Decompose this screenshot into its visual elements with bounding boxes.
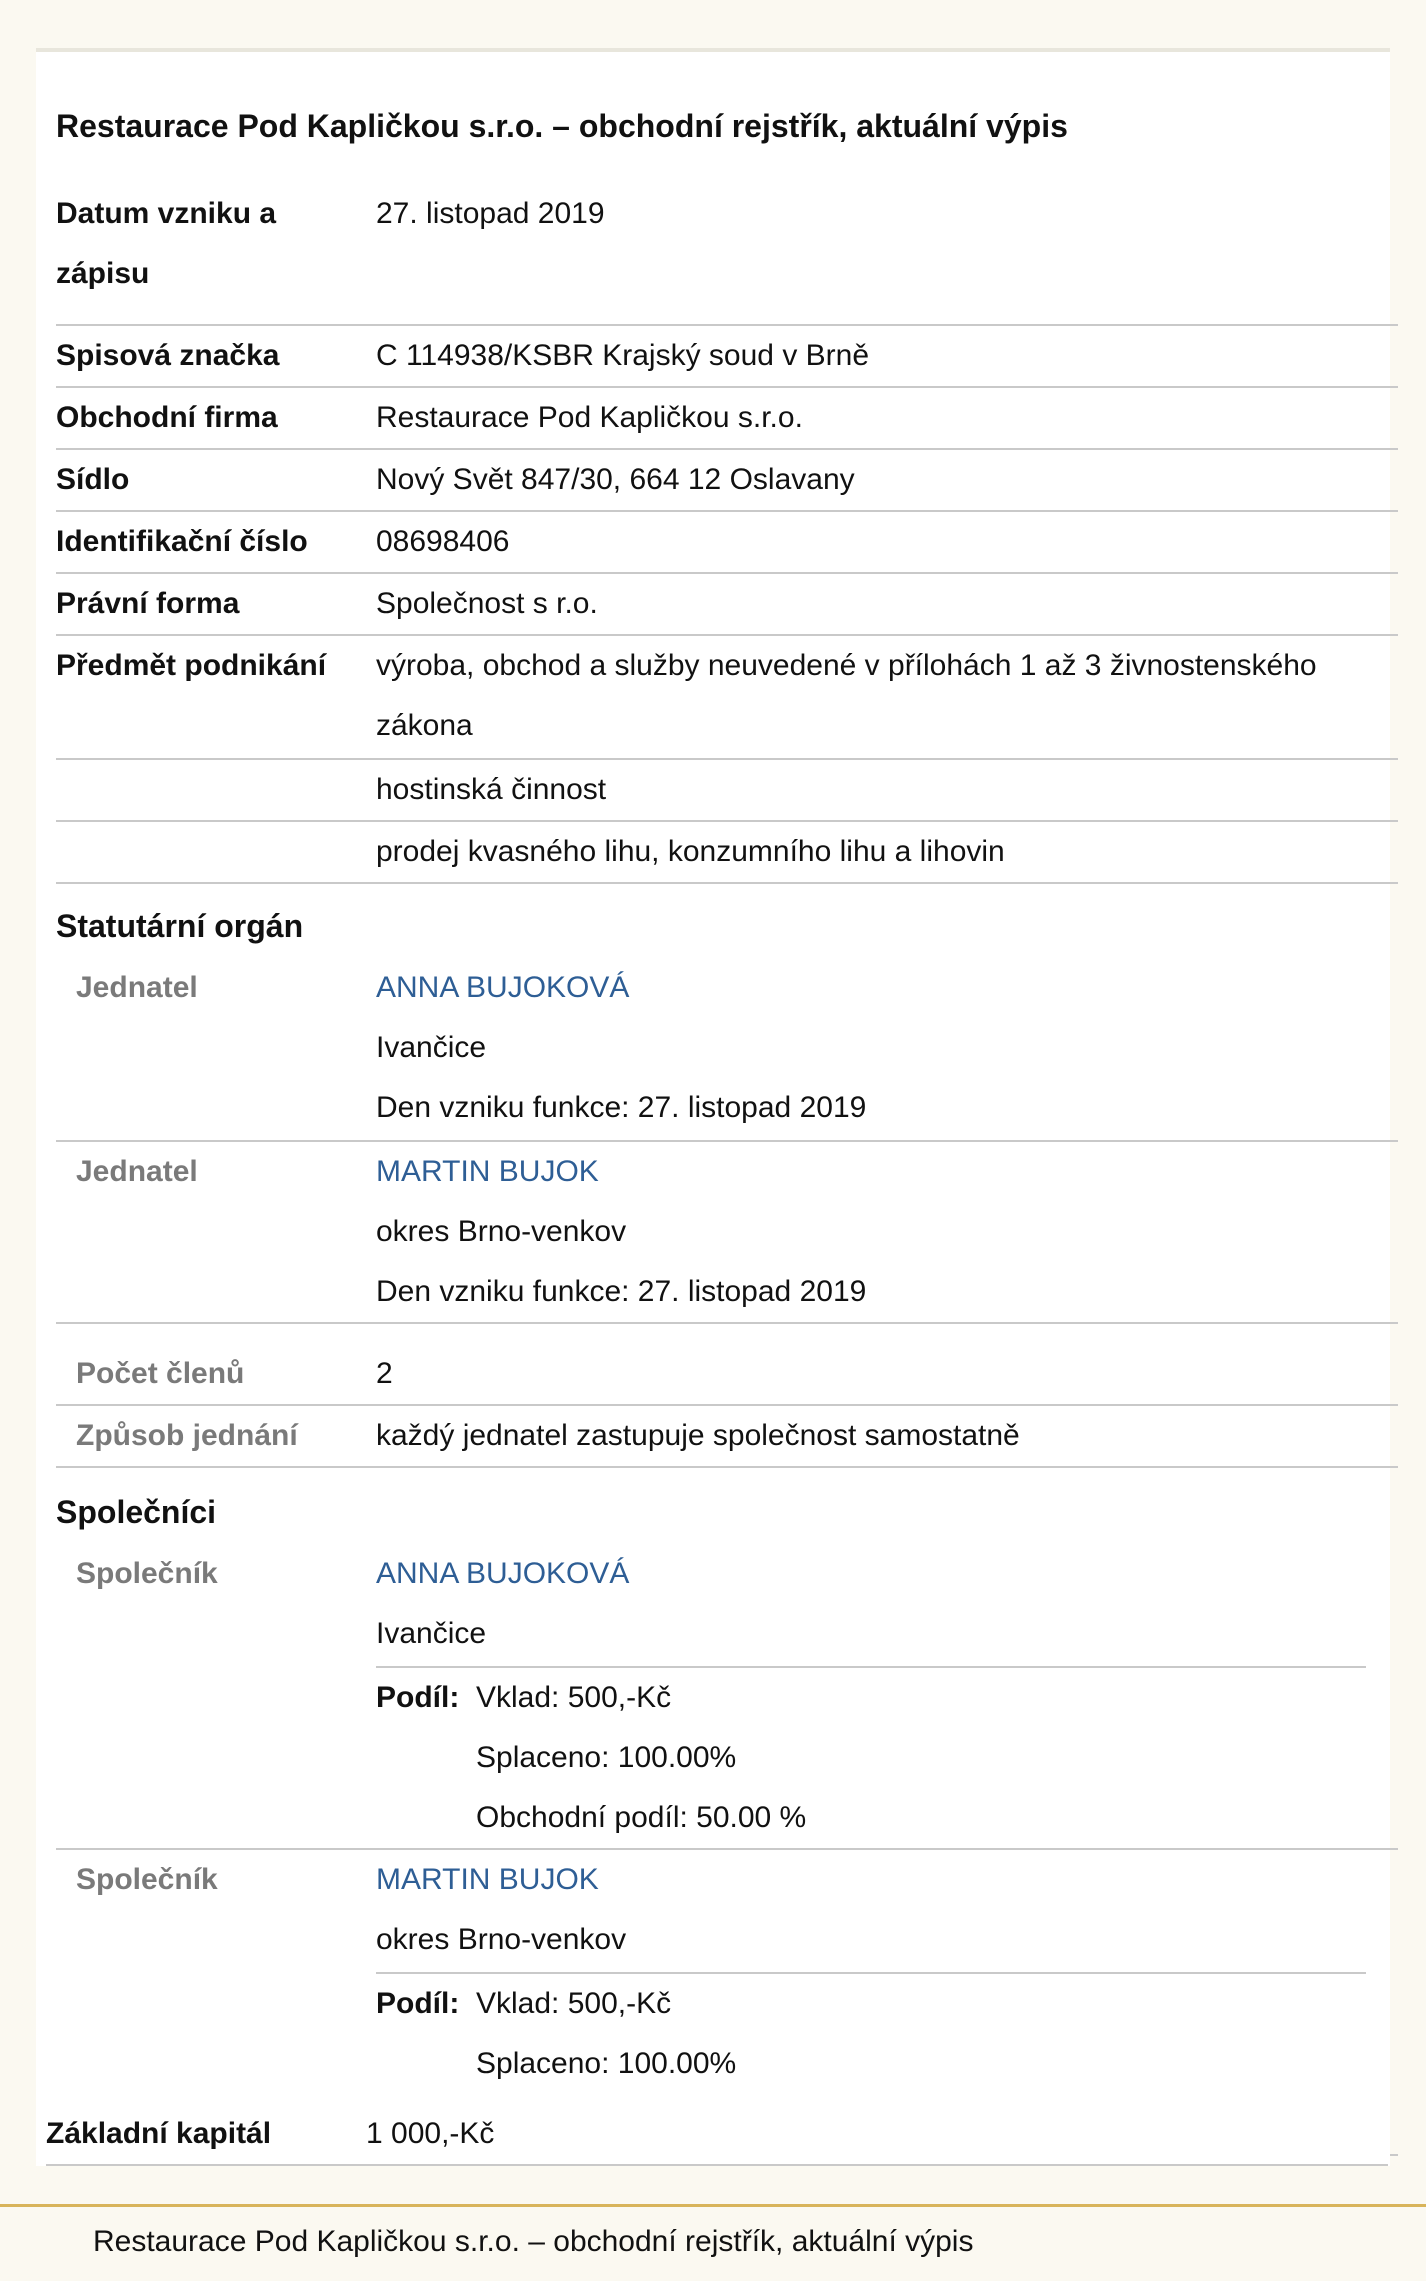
value-datum-vzniku: 27. listopad 2019 [376, 197, 605, 230]
value-predmet-line: hostinská činnost [376, 773, 607, 806]
person-link[interactable]: ANNA BUJOKOVÁ [376, 1557, 630, 1590]
label-pocet-clenu: Počet členů [76, 1357, 245, 1390]
value-pocet-clenu: 2 [376, 1357, 393, 1390]
function-since: Den vzniku funkce: 27. listopad 2019 [376, 1091, 867, 1124]
footer-text: Restaurace Pod Kapličkou s.r.o. – obchodní rejstřík, aktuální výpis [93, 2225, 974, 2258]
kapital-row [36, 2104, 1390, 2166]
person-place: okres Brno-venkov [376, 1215, 627, 1248]
divider [56, 1466, 1398, 1468]
label-sidlo: Sídlo [56, 463, 130, 496]
label-zakladni-kapital: Základní kapitál [46, 2117, 272, 2150]
section-spolecnici: Společníci [56, 1494, 217, 1530]
divider [56, 882, 1398, 884]
value-predmet-line: prodej kvasného lihu, konzumního lihu a lihovin [376, 835, 1005, 868]
podil-splaceno: Splaceno: 100.00% [476, 1741, 737, 1774]
label-obchodni-firma: Obchodní firma [56, 401, 278, 434]
value-spisova-znacka: C 114938/KSBR Krajský soud v Brně [376, 339, 870, 372]
label-identifikacni-cislo: Identifikační číslo [56, 525, 308, 558]
person-place: Ivančice [376, 1031, 487, 1064]
role-jednatel: Jednatel [76, 1155, 198, 1188]
function-since: Den vzniku funkce: 27. listopad 2019 [376, 1275, 867, 1308]
label-zpusob-jednani: Způsob jednání [76, 1419, 298, 1452]
podil-label: Podíl: [376, 1681, 460, 1714]
podil-vklad: Vklad: 500,-Kč [476, 1681, 672, 1714]
podil-label: Podíl: [376, 1987, 460, 2020]
section-statutarni-organ: Statutární orgán [56, 908, 304, 944]
page-title: Restaurace Pod Kapličkou s.r.o. – obchodní rejstřík, aktuální výpis [56, 108, 1068, 144]
divider [56, 572, 1398, 574]
divider [46, 2164, 1388, 2166]
value-obchodni-firma: Restaurace Pod Kapličkou s.r.o. [376, 401, 803, 434]
divider [56, 1140, 1398, 1142]
value-predmet-line: výroba, obchod a služby neuvedené v přílohách 1 až 3 živnostenského [376, 649, 1317, 682]
person-place: okres Brno-venkov [376, 1923, 627, 1956]
person-link[interactable]: MARTIN BUJOK [376, 1863, 599, 1896]
divider [56, 1848, 1398, 1850]
label-pravni-forma: Právní forma [56, 587, 240, 620]
label-datum-vzniku: Datum vzniku a [56, 197, 277, 230]
divider [56, 758, 1398, 760]
value-pravni-forma: Společnost s r.o. [376, 587, 598, 620]
label-spisova-znacka: Spisová značka [56, 339, 280, 372]
podil-vklad: Vklad: 500,-Kč [476, 1987, 672, 2020]
registry-card [36, 48, 1390, 2165]
role-spolecnik: Společník [76, 1863, 218, 1896]
footer [0, 2204, 1426, 2281]
person-link[interactable]: MARTIN BUJOK [376, 1155, 599, 1188]
divider [56, 1322, 1398, 1324]
podil-splaceno: Splaceno: 100.00% [476, 2047, 737, 2080]
value-sidlo: Nový Svět 847/30, 664 12 Oslavany [376, 463, 855, 496]
value-predmet-line-cont: zákona [376, 709, 473, 742]
podil-obchodni: Obchodní podíl: 50.00 % [476, 1801, 807, 1834]
value-identifikacni-cislo: 08698406 [376, 525, 510, 558]
label-predmet-podnikani: Předmět podnikání [56, 649, 327, 682]
value-zpusob-jednani: každý jednatel zastupuje společnost samostatně [376, 1419, 1020, 1452]
value-zakladni-kapital: 1 000,-Kč [366, 2117, 495, 2150]
role-spolecnik: Společník [76, 1557, 218, 1590]
person-link[interactable]: ANNA BUJOKOVÁ [376, 971, 630, 1004]
person-place: Ivančice [376, 1617, 487, 1650]
role-jednatel: Jednatel [76, 971, 198, 1004]
label-datum-vzniku-cont: zápisu [56, 257, 150, 290]
